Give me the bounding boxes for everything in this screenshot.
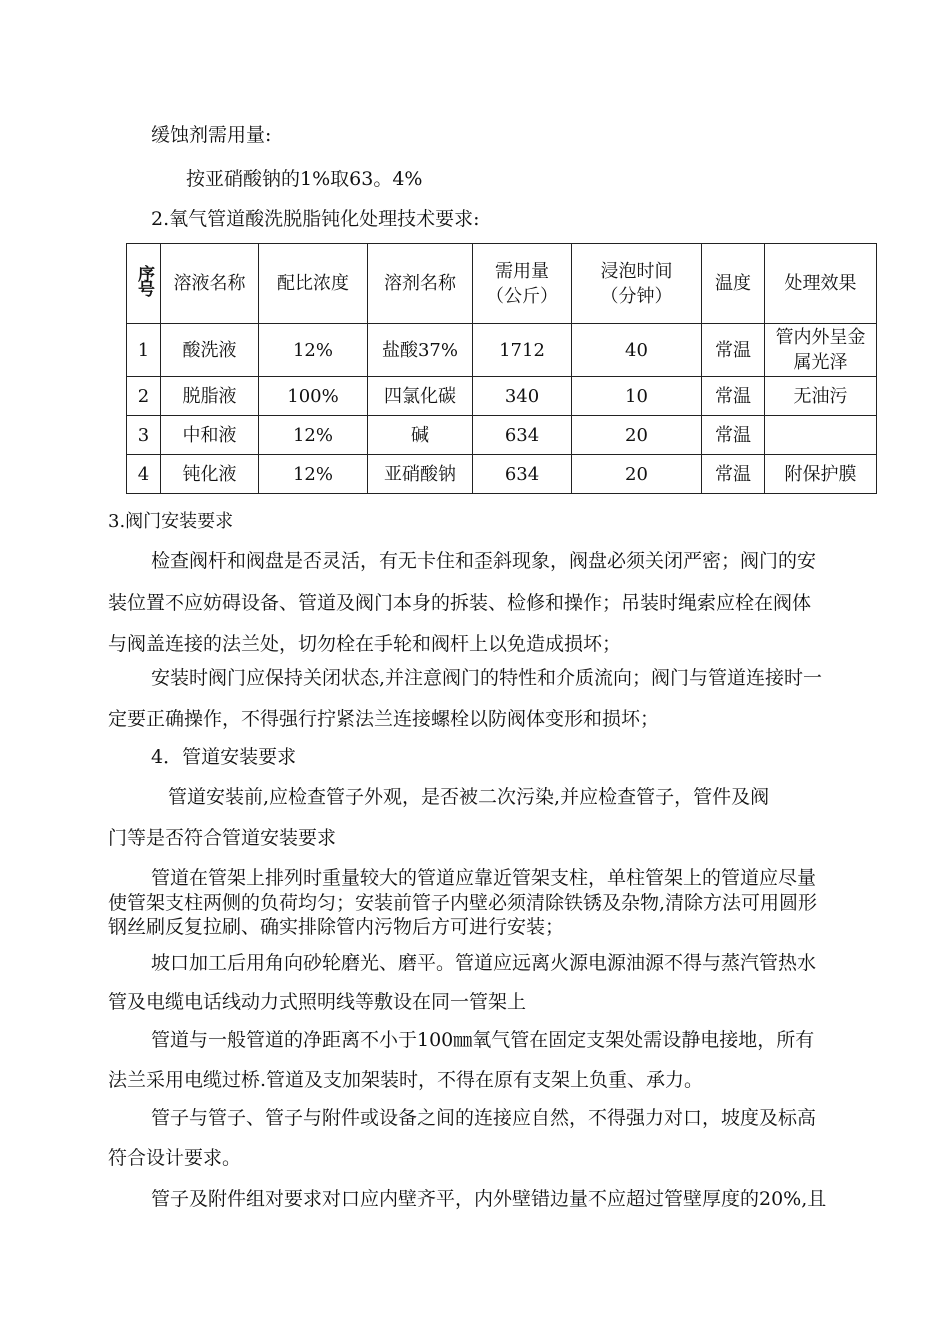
header-required-amount: 需用量（公斤）: [473, 244, 572, 324]
cell-solvent-name: 碱: [368, 416, 473, 455]
table-row: [127, 324, 877, 377]
cell-required-amount: 634: [473, 455, 572, 494]
pipe-paragraph-3-line-1: 坡口加工后用角向砂轮磨光、磨平。管道应远离火源电源油源不得与蒸汽管热水: [151, 952, 817, 974]
valve-paragraph-1-line-1: 检查阀杆和阀盘是否灵活，有无卡住和歪斜现象，阀盘必须关闭严密；阀门的安: [151, 550, 817, 572]
cell-treatment-effect: 附保护膜: [765, 455, 877, 494]
cell-required-amount: 634: [473, 416, 572, 455]
header-temperature: 温度: [702, 244, 765, 324]
section-4-heading: 4．管道安装要求: [151, 746, 297, 768]
table-header-row: [127, 244, 877, 324]
pipe-paragraph-1-line-2: 门等是否符合管道安装要求: [108, 827, 337, 849]
valve-paragraph-1-line-3: 与阀盖连接的法兰处，切勿栓在手轮和阀杆上以免造成损坏；: [108, 633, 622, 655]
valve-paragraph-1-line-2: 装位置不应妨碍设备、管道及阀门本身的拆装、检修和操作；吊装时绳索应栓在阀体: [108, 592, 812, 614]
section-2-heading: 2.氧气管道酸洗脱脂钝化处理技术要求:: [151, 208, 480, 230]
corrosion-inhibitor-heading: 缓蚀剂需用量:: [151, 124, 272, 146]
cell-solvent-name: 盐酸37%: [368, 324, 473, 377]
cell-concentration: 12%: [259, 416, 368, 455]
cell-temperature: 常温: [702, 324, 765, 377]
cell-solution-name: 中和液: [161, 416, 259, 455]
cell-treatment-effect: 管内外呈金属光泽: [765, 324, 877, 377]
cell-soak-time: 10: [572, 377, 702, 416]
pipe-paragraph-2-line-2: 使管架支柱两侧的负荷均匀；安装前管子内壁必须清除铁锈及杂物,清除方法可用圆形: [108, 892, 818, 914]
pipe-paragraph-1-line-1: 管道安装前,应检查管子外观，是否被二次污染,并应检查管子，管件及阀: [168, 786, 770, 808]
treatment-spec-table: [126, 243, 877, 494]
cell-treatment-effect: 无油污: [765, 377, 877, 416]
header-treatment-effect: 处理效果: [765, 244, 877, 324]
pipe-paragraph-3-line-2: 管及电缆电话线动力式照明线等敷设在同一管架上: [108, 991, 527, 1013]
valve-paragraph-2-line-1: 安装时阀门应保持关闭状态,并注意阀门的特性和介质流向；阀门与管道连接时一: [151, 667, 823, 689]
cell-solution-name: 脱脂液: [161, 377, 259, 416]
table-row: [127, 416, 877, 455]
header-serial-no: 序号: [127, 244, 161, 324]
cell-solution-name: 酸洗液: [161, 324, 259, 377]
cell-solution-name: 钝化液: [161, 455, 259, 494]
cell-serial-no: 4: [127, 455, 161, 494]
header-solution-name: 溶液名称: [161, 244, 259, 324]
cell-treatment-effect: [765, 416, 877, 455]
valve-paragraph-2-line-2: 定要正确操作，不得强行拧紧法兰连接螺栓以防阀体变形和损坏；: [108, 708, 660, 730]
table-row: [127, 377, 877, 416]
header-solvent-name: 溶剂名称: [368, 244, 473, 324]
pipe-paragraph-5-line-1: 管子与管子、管子与附件或设备之间的连接应自然，不得强力对口，坡度及标高: [151, 1107, 817, 1129]
cell-temperature: 常温: [702, 455, 765, 494]
cell-concentration: 12%: [259, 455, 368, 494]
cell-required-amount: 1712: [473, 324, 572, 377]
cell-temperature: 常温: [702, 416, 765, 455]
inhibitor-dosage-text: 按亚硝酸钠的1%取63。4%: [186, 168, 423, 190]
cell-concentration: 12%: [259, 324, 368, 377]
cell-temperature: 常温: [702, 377, 765, 416]
cell-solvent-name: 亚硝酸钠: [368, 455, 473, 494]
cell-serial-no: 2: [127, 377, 161, 416]
cell-required-amount: 340: [473, 377, 572, 416]
header-concentration: 配比浓度: [259, 244, 368, 324]
cell-concentration: 100%: [259, 377, 368, 416]
header-soak-time: 浸泡时间（分钟）: [572, 244, 702, 324]
pipe-paragraph-2-line-3: 钢丝刷反复拉刷、确实排除管内污物后方可进行安装；: [108, 916, 565, 938]
section-3-heading: 3.阀门安装要求: [108, 511, 234, 532]
pipe-paragraph-2-line-1: 管道在管架上排列时重量较大的管道应靠近管架支柱，单柱管架上的管道应尽量: [151, 867, 817, 889]
cell-serial-no: 1: [127, 324, 161, 377]
pipe-paragraph-5-line-2: 符合设计要求。: [108, 1147, 242, 1169]
cell-soak-time: 40: [572, 324, 702, 377]
cell-soak-time: 20: [572, 416, 702, 455]
cell-solvent-name: 四氯化碳: [368, 377, 473, 416]
cell-soak-time: 20: [572, 455, 702, 494]
pipe-paragraph-4-line-2: 法兰采用电缆过桥.管道及支加架装时，不得在原有支架上负重、承力。: [108, 1069, 704, 1091]
table-row: [127, 455, 877, 494]
cell-serial-no: 3: [127, 416, 161, 455]
pipe-paragraph-6-line-1: 管子及附件组对要求对口应内壁齐平，内外壁错边量不应超过管壁厚度的20%,且: [151, 1188, 827, 1210]
pipe-paragraph-4-line-1: 管道与一般管道的净距离不小于100㎜氧气管在固定支架处需设静电接地，所有: [151, 1029, 815, 1051]
